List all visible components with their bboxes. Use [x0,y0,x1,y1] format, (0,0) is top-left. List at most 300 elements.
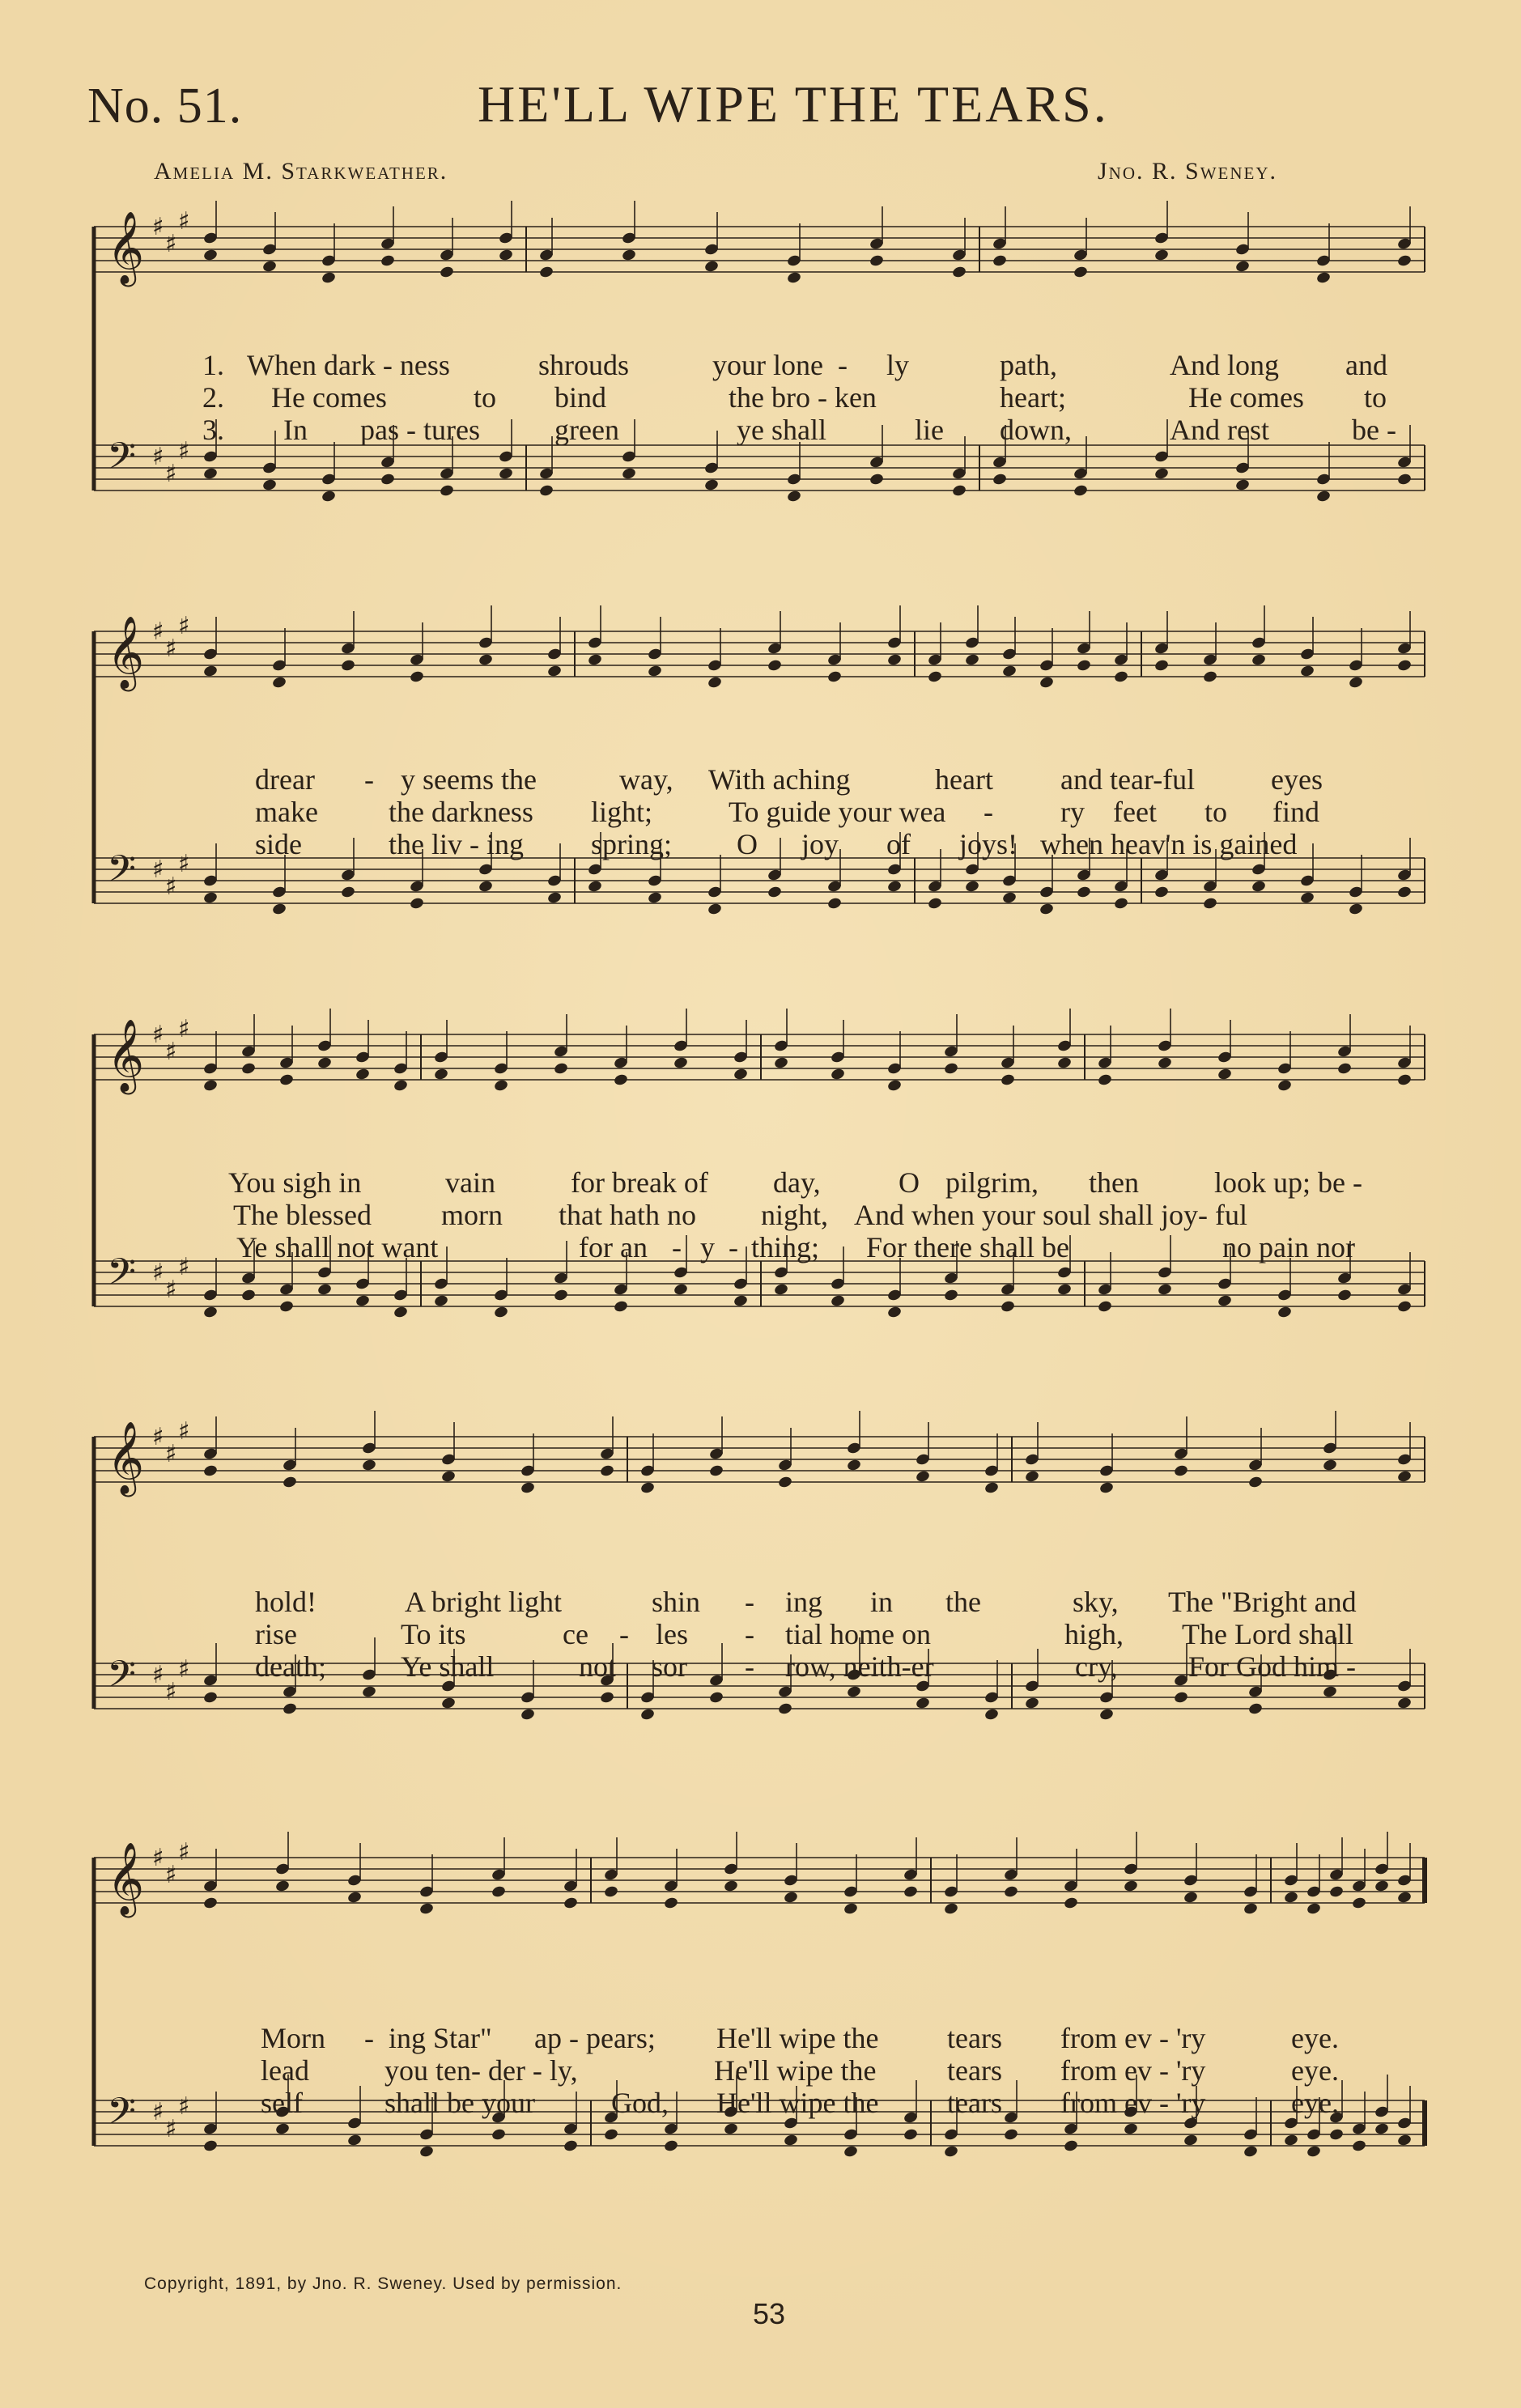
note-head [491,2128,506,2142]
note-head [603,1885,618,1899]
note-head [708,1691,724,1705]
treble-clef-icon: 𝄞 [107,211,145,284]
lyric-word: - [729,1231,738,1263]
lyric-word: down, [1000,414,1072,446]
note-head [1056,1056,1072,1070]
note-head [393,1306,408,1319]
sharp-icon: ♯ [152,1844,164,1872]
note-head [613,1073,628,1087]
treble-staff [94,1832,1425,1918]
lyric-word: green [554,414,619,446]
note-head [361,1685,376,1699]
note-head [1322,1459,1337,1472]
note-head [261,260,277,274]
note-head [1306,1902,1321,1916]
bass-clef-icon: 𝄢 [107,1653,137,1705]
lyric-word: the bro - ken [729,381,877,414]
lyric-word: - [984,796,993,828]
lyric-line-verse-1 [89,2021,1433,2053]
lyric-word: joys! [959,828,1018,860]
note-head [202,248,218,262]
note-head [673,1056,688,1070]
sharp-icon: ♯ [165,635,177,663]
lyric-word: eye. [1291,2087,1339,2119]
note-head [777,1476,792,1489]
lyric-word: And rest [1170,414,1269,446]
note-head [992,473,1007,486]
note-head [538,484,554,498]
note-head [538,265,554,279]
lyric-word: pilgrim, [945,1166,1039,1199]
lyric-word: 1. [202,349,224,381]
sharp-icon: ♯ [165,2115,177,2143]
sharp-icon: ♯ [152,2098,164,2126]
note-head [846,1459,861,1472]
note-head [202,2139,218,2153]
lyric-word: to [474,381,497,414]
note-head [707,902,722,916]
lyric-word: ly [886,349,910,381]
note-head [903,1885,918,1899]
note-head [1073,265,1088,279]
note-head [767,885,782,899]
note-head [563,2139,578,2153]
note-head [927,670,942,684]
sharp-icon: ♯ [165,1678,177,1706]
note-head [202,1464,218,1478]
treble-staff [94,1009,1425,1095]
note-head [1098,1481,1114,1495]
note-head [1153,467,1169,481]
note-head [1063,2139,1078,2153]
lyric-word: eyes [1271,763,1323,796]
note-head [587,653,602,667]
note-head [1113,897,1128,911]
note-head [346,1891,362,1905]
note-head [773,1056,788,1070]
lyric-word: high, [1064,1618,1124,1650]
lyric-word: and [1345,349,1387,381]
lyric-word: not [579,1650,617,1683]
lyric-word: in [870,1586,894,1618]
note-head [786,271,801,285]
note-head [843,2145,858,2159]
note-head [1336,1062,1352,1076]
note-head [261,478,277,492]
note-head [282,1476,297,1489]
note-head [202,665,218,678]
lyric-word: ing [785,1586,823,1618]
note-head [418,2145,434,2159]
sharp-icon: ♯ [178,207,190,236]
lyric-word: The "Bright and [1168,1586,1357,1618]
lyric-word: To its [401,1618,466,1650]
note-head [340,885,355,899]
hymn-number: No. 51. [87,79,243,134]
note-head [271,902,287,916]
note-head [673,1283,688,1297]
lyric-word: He comes [271,381,387,414]
note-head [202,1896,218,1910]
lyric-word: ing Star" [389,2022,492,2054]
note-head [1299,665,1315,678]
note-head [1173,1464,1188,1478]
note-head [1322,1685,1337,1699]
note-head [663,1896,678,1910]
lyric-word: For God him - [1188,1650,1356,1683]
lyric-word: God, [611,2087,669,2119]
lyric-word: be - [1352,414,1396,446]
lyric-line-verse-1 [89,762,1433,795]
lyric-word: make [255,796,318,828]
note-head [380,473,395,486]
lyric-word: day, [773,1166,821,1199]
note-head [587,880,602,894]
note-head [1157,1056,1172,1070]
lyric-word: thing; [751,1231,820,1263]
sharp-icon: ♯ [178,1015,190,1043]
note-head [1351,1896,1366,1910]
lyric-word: and tear-ful [1060,763,1196,796]
lyric-line-verse-1 [89,1585,1433,1617]
staff-notation [89,1833,1433,2189]
lyric-word: - [364,763,374,796]
lyric-word: You sigh in [228,1166,362,1199]
note-head [1396,1891,1412,1905]
note-head [703,478,719,492]
lyric-word: of [886,828,911,860]
note-head [278,1073,294,1087]
note-head [599,1691,614,1705]
note-head [621,248,636,262]
note-head [826,670,842,684]
bass-clef-icon: 𝄢 [107,2090,137,2143]
note-head [1277,1079,1292,1093]
lyric-word: 2. [202,381,224,414]
lyric-word: lie [915,414,944,446]
note-head [915,1470,930,1484]
note-head [733,1068,748,1081]
note-head [1039,676,1054,690]
lyric-word: self [261,2087,303,2119]
lyric-word: ap - pears; [534,2022,656,2054]
note-head [563,1896,578,1910]
bass-clef-icon: 𝄢 [107,847,137,900]
note-head [1306,2145,1321,2159]
lyric-line-verse-2 [89,380,1433,413]
note-head [599,1464,614,1478]
note-head [1396,2134,1412,2147]
lyric-word: for an [579,1231,648,1263]
note-head [520,1708,535,1722]
note-head [409,670,424,684]
lyric-word: Ye shall not want [236,1231,439,1263]
note-head [943,1902,958,1916]
note-head [1396,1697,1412,1710]
note-head [1328,1885,1344,1899]
note-head [1396,473,1412,486]
note-head [647,665,662,678]
note-head [546,891,562,905]
note-head [240,1062,256,1076]
lyric-word: To guide your wea [729,796,946,828]
note-head [1056,1283,1072,1297]
note-head [361,1459,376,1472]
note-head [321,271,336,285]
note-head [1234,478,1250,492]
lyric-word: eye. [1291,2054,1339,2087]
lyric-word: 3. [202,414,224,446]
note-head [767,659,782,673]
note-head [886,1079,902,1093]
note-head [439,265,454,279]
note-head [783,1891,798,1905]
note-head [491,1885,506,1899]
note-head [380,254,395,268]
note-head [1153,659,1169,673]
note-head [1243,2145,1258,2159]
note-head [964,653,979,667]
lyric-word: cry, [1075,1650,1118,1683]
note-head [1396,254,1412,268]
note-head [1315,490,1331,503]
sharp-icon: ♯ [178,1417,190,1446]
note-head [1351,2139,1366,2153]
note-head [1328,2128,1344,2142]
lyric-word: shin [652,1586,701,1618]
note-head [1098,1708,1114,1722]
note-head [1157,1283,1172,1297]
lyric-word: He comes [1188,381,1304,414]
note-head [613,1300,628,1314]
note-head [886,1306,902,1319]
note-head [1283,2134,1298,2147]
note-head [1000,1073,1015,1087]
note-head [493,1306,508,1319]
note-head [984,1481,999,1495]
note-head [1123,2122,1138,2136]
note-head [355,1294,370,1308]
note-head [826,897,842,911]
lyric-line-verse-3 [89,1230,1433,1263]
lyric-line-verse-2 [89,1617,1433,1650]
sharp-icon: ♯ [178,1655,190,1684]
composer-credit: Jno. R. Sweney. [1098,158,1278,185]
lyric-word: tears [947,2022,1002,2054]
sharp-icon: ♯ [152,1661,164,1689]
page-number: 53 [753,2297,786,2330]
note-head [1153,248,1169,262]
lyric-line-verse-2 [89,795,1433,827]
note-head [639,1481,655,1495]
note-head [439,484,454,498]
treble-staff [94,1411,1425,1497]
lyric-word: heart [935,763,993,796]
note-head [1183,2134,1198,2147]
treble-staff [94,201,1425,287]
hymn-title: HE'LL WIPE THE TEARS. [478,75,1109,133]
lyric-word: side [255,828,302,860]
note-head [886,880,902,894]
lyric-word: the [945,1586,981,1618]
sharp-icon: ♯ [165,1038,177,1066]
note-head [240,1289,256,1302]
note-head [1217,1294,1232,1308]
note-head [1024,1470,1039,1484]
lyric-word: pas - tures [360,414,480,446]
sharp-icon: ♯ [178,2092,190,2121]
lyric-word: He'll wipe the [716,2022,879,2054]
lyric-word: your lone [712,349,823,381]
lyric-word: les [656,1618,688,1650]
note-head [621,467,636,481]
note-head [927,897,942,911]
lyric-word: ry [1060,796,1085,828]
note-head [355,1068,370,1081]
note-head [433,1068,448,1081]
lyric-word: heart; [1000,381,1066,414]
sharp-icon: ♯ [152,1021,164,1049]
lyric-word: He'll wipe the [714,2054,877,2087]
note-head [1396,1073,1412,1087]
note-head [202,891,218,905]
note-head [603,2128,618,2142]
note-head [903,2128,918,2142]
note-head [886,653,902,667]
note-head [478,653,493,667]
sharp-icon: ♯ [165,1440,177,1468]
lyric-word: find [1272,796,1319,828]
note-head [1348,902,1363,916]
note-head [1396,1300,1412,1314]
note-head [1076,885,1091,899]
lyric-word: shall be your [384,2087,535,2119]
sharp-icon: ♯ [165,230,177,258]
note-head [786,490,801,503]
note-head [271,676,287,690]
note-head [1097,1073,1112,1087]
note-head [1336,1289,1352,1302]
note-head [964,880,979,894]
note-head [1202,897,1217,911]
note-head [663,2139,678,2153]
lyric-line-verse-3 [89,1650,1433,1682]
lyric-word: when heav'n is gained [1040,828,1298,860]
lyric-word: from ev - 'ry [1060,2054,1206,2087]
note-head [984,1708,999,1722]
lyric-word: tears [947,2054,1002,2087]
lyric-word: ye shall [737,414,826,446]
lyric-word: spring; [591,828,673,860]
lyric-word: the liv - ing [389,828,524,860]
sharp-icon: ♯ [165,873,177,901]
note-head [340,659,355,673]
lyric-word: tears [947,2087,1002,2119]
note-head [1183,1891,1198,1905]
note-head [1277,1306,1292,1319]
note-head [1123,1879,1138,1893]
sharp-icon: ♯ [178,1253,190,1281]
note-head [1396,1470,1412,1484]
note-head [1000,1300,1015,1314]
note-head [707,676,722,690]
sharp-icon: ♯ [152,1423,164,1451]
note-head [409,897,424,911]
lyric-word: - [364,2022,374,2054]
note-head [1003,2128,1018,2142]
lyric-word: sor [652,1650,687,1683]
sharp-icon: ♯ [178,850,190,878]
lyric-word: The Lord shall [1182,1618,1353,1650]
note-head [1003,1885,1018,1899]
note-head [1202,670,1217,684]
lyric-word: With aching [708,763,851,796]
lyric-word: - [745,1618,754,1650]
lyric-word: drear [255,763,315,796]
note-head [703,260,719,274]
lyric-line-verse-2 [89,1198,1433,1230]
note-head [951,265,967,279]
treble-staff [94,605,1425,692]
lyric-word: sky, [1073,1586,1119,1618]
lyric-line-verse-3 [89,2086,1433,2118]
sharp-icon: ♯ [178,612,190,640]
note-head [274,2122,290,2136]
lyric-line-verse-1 [89,1166,1433,1198]
note-head [520,1481,535,1495]
note-head [1113,670,1128,684]
bass-clef-icon: 𝄢 [107,435,137,487]
note-head [498,248,513,262]
note-head [1097,1300,1112,1314]
treble-clef-icon: 𝄞 [107,1019,145,1092]
note-head [1374,1879,1389,1893]
lyric-word: eye. [1291,2022,1339,2054]
note-head [1315,271,1331,285]
note-head [733,1294,748,1308]
note-head [1001,891,1017,905]
lyric-word: - [619,1618,629,1650]
note-head [1299,891,1315,905]
note-head [869,254,884,268]
lyric-word: hold! [255,1586,317,1618]
lyric-word: - [745,1586,754,1618]
lyric-word: you ten- der - ly, [384,2054,578,2087]
lyric-word: - [672,1231,682,1263]
lyric-word: from ev - 'ry [1060,2022,1206,2054]
sharp-icon: ♯ [152,1259,164,1287]
note-head [498,467,513,481]
treble-clef-icon: 𝄞 [107,616,145,689]
note-head [393,1079,408,1093]
note-head [1001,665,1017,678]
sharp-icon: ♯ [152,443,164,471]
note-head [1173,1691,1188,1705]
lyric-word: And when your soul shall joy- ful [854,1199,1247,1231]
lyric-word: death; [255,1650,326,1683]
lyric-line-verse-1 [89,348,1433,380]
lyric-word: When dark - ness [247,349,450,381]
lyric-word: shrouds [538,349,630,381]
note-head [783,2134,798,2147]
note-head [1243,1902,1258,1916]
lyric-word: y seems the [401,763,537,796]
note-head [1153,885,1169,899]
lyric-word: no pain nor [1222,1231,1355,1263]
note-head [493,1079,508,1093]
note-head [869,473,884,486]
lyric-word: O [737,828,758,860]
